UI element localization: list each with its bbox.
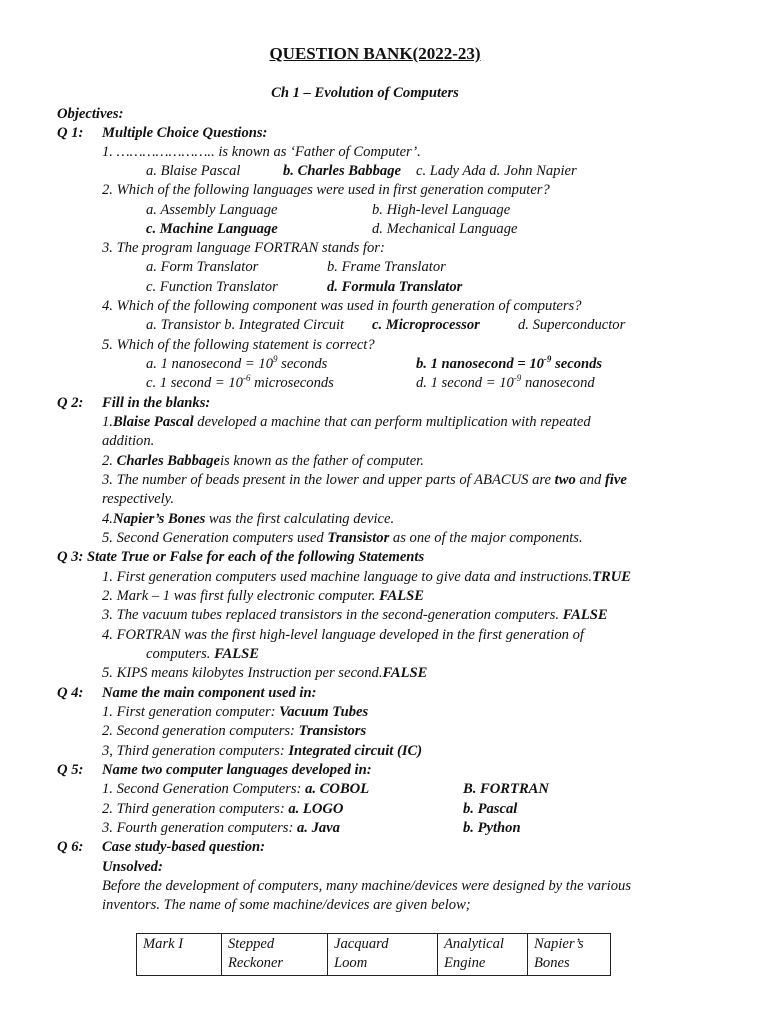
language-row-2: 2. Third generation computers: a. LOGO <box>102 801 344 817</box>
mcq-2-option-c-answer: c. Machine Language <box>146 221 278 237</box>
fill-blank-5: 5. Second Generation computers used Transistor as one of the major components. <box>102 530 583 546</box>
table-cell-napiers-bones: Napier’s Bones <box>528 934 611 976</box>
fill-blank-1-cont: addition. <box>102 433 155 449</box>
q6-heading: Case study-based question: <box>102 839 265 855</box>
true-false-4-cont: computers. FALSE <box>146 646 260 662</box>
fill-blank-3-cont: respectively. <box>102 491 174 507</box>
case-paragraph-line-1: Before the development of computers, many machine/devices were designed by the various <box>102 878 631 894</box>
table-cell-mark-i: Mark I <box>137 934 222 976</box>
table-cell-analytical-engine: Analytical Engine <box>438 934 528 976</box>
true-false-4: 4. FORTRAN was the first high-level language developed in the first generation of <box>102 627 584 643</box>
page-title: QUESTION BANK(2022-23) <box>269 44 481 63</box>
mcq-3-option-d-answer: d. Formula Translator <box>327 279 463 295</box>
mcq-4-option-ab: a. Transistor b. Integrated Circuit <box>146 317 345 333</box>
mcq-4-question: 4. Which of the following component was used in fourth generation of computers? <box>102 298 582 314</box>
q3-heading: Q 3: State True or False for each of the following Statements <box>57 549 425 565</box>
fill-blank-3: 3. The number of beads present in the lower and upper parts of ABACUS are two and five <box>102 472 627 488</box>
case-paragraph-line-2: inventors. The name of some machine/devices are given below; <box>102 897 471 913</box>
q5-number: Q 5: <box>57 762 84 778</box>
component-2: 2. Second generation computers: Transistors <box>102 723 367 739</box>
table-cell-stepped-reckoner: Stepped Reckoner <box>222 934 328 976</box>
q4-heading: Name the main component used in: <box>102 685 317 701</box>
mcq-5-option-d: d. 1 second = $10^{-9}$ nanosecond <box>416 373 595 391</box>
q2-heading: Fill in the blanks: <box>102 395 211 411</box>
q6-number: Q 6: <box>57 839 84 855</box>
language-row-1: 1. Second Generation Computers: a. COBOL <box>102 781 370 797</box>
true-false-1: 1. First generation computers used machine language to give data and instructions.TRUE <box>102 569 631 585</box>
mcq-1-option-b-answer: b. Charles Babbage <box>283 163 401 179</box>
mcq-2-question: 2. Which of the following languages were used in first generation computer? <box>102 182 550 198</box>
mcq-4-option-c-answer: c. Microprocessor <box>372 317 480 333</box>
mcq-5-option-c: c. 1 second = $10^{-6}$ microseconds <box>146 373 334 391</box>
mcq-5-option-a: a. 1 nanosecond = $10^9$ seconds <box>146 354 328 372</box>
q2-number: Q 2: <box>57 395 84 411</box>
q1-heading: Multiple Choice Questions: <box>102 125 268 141</box>
mcq-1-option-a: a. Blaise Pascal <box>146 163 241 179</box>
mcq-3-option-a: a. Form Translator <box>146 259 259 275</box>
fill-blank-1: 1.Blaise Pascal developed a machine that can perform multiplication with repeated <box>102 414 591 430</box>
component-3: 3, Third generation computers: Integrated circuit (IC) <box>102 743 423 759</box>
mcq-5-question: 5. Which of the following statement is correct? <box>102 337 375 353</box>
language-row-3-b: b. Python <box>463 820 521 836</box>
mcq-2-option-d: d. Mechanical Language <box>372 221 518 237</box>
language-row-2-b: b. Pascal <box>463 801 518 817</box>
mcq-3-option-c: c. Function Translator <box>146 279 278 295</box>
language-row-1-b: B. FORTRAN <box>463 781 549 797</box>
true-false-2: 2. Mark – 1 was first fully electronic computer. FALSE <box>102 588 425 604</box>
q5-heading: Name two computer languages developed in: <box>102 762 372 778</box>
table-cell-jacquard-loom: Jacquard Loom <box>328 934 438 976</box>
mcq-2-option-b: b. High-level Language <box>372 202 511 218</box>
q6-subheading: Unsolved: <box>102 859 163 875</box>
mcq-5-option-b-answer: b. 1 nanosecond = $10^{-9}$ seconds <box>416 354 603 372</box>
true-false-3: 3. The vacuum tubes replaced transistors in the second-generation computers. FALSE <box>102 607 608 623</box>
mcq-2-option-a: a. Assembly Language <box>146 202 278 218</box>
mcq-1-option-cd: c. Lady Ada d. John Napier <box>416 163 577 179</box>
language-row-3: 3. Fourth generation computers: a. Java <box>102 820 340 836</box>
inventions-table <box>136 933 611 976</box>
mcq-1-question: 1. ………………….. is known as ‘Father of Computer’. <box>102 144 421 160</box>
q4-number: Q 4: <box>57 685 84 701</box>
true-false-5: 5. KIPS means kilobytes Instruction per second.FALSE <box>102 665 428 681</box>
objectives-label: Objectives: <box>57 106 124 122</box>
chapter-title: Ch 1 – Evolution of Computers <box>271 85 459 101</box>
mcq-4-option-d: d. Superconductor <box>518 317 626 333</box>
q1-number: Q 1: <box>57 125 84 141</box>
table-row <box>137 934 611 976</box>
component-1: 1. First generation computer: Vacuum Tubes <box>102 704 369 720</box>
fill-blank-4: 4.Napier’s Bones was the first calculating device. <box>102 511 395 527</box>
mcq-3-option-b: b. Frame Translator <box>327 259 446 275</box>
fill-blank-2: 2. Charles Babbageis known as the father of computer. <box>102 453 424 469</box>
mcq-3-question: 3. The program language FORTRAN stands for: <box>102 240 385 256</box>
